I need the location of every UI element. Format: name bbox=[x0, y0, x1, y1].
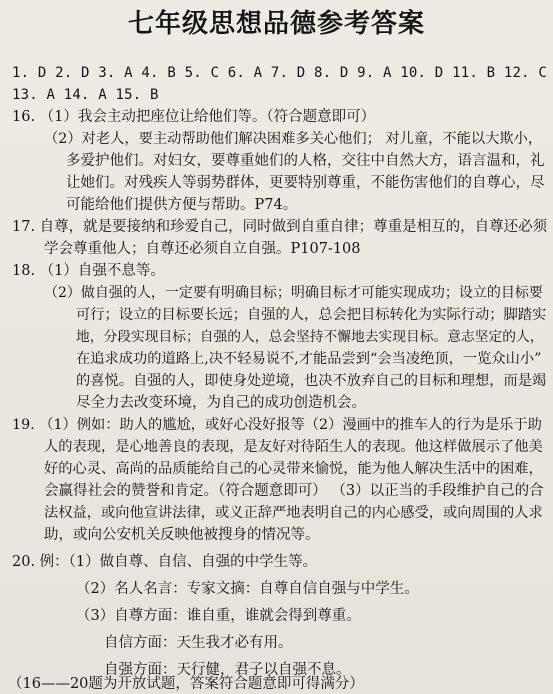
q19-line: 好的心灵、高尚的品质能给自己的心灵带来愉悦，能为他人解决生活中的困难， bbox=[44, 461, 543, 477]
q17-line: 17. 自尊，就是要接纳和珍爱自己，同时做到自重自律；尊重是相互的，自尊还必须 bbox=[12, 219, 548, 235]
q17-line: 学会尊重他人；自尊还必须自立自强。P107-108 bbox=[44, 241, 361, 257]
q19-line: 人的表现，是心地善良的表现，是友好对待陌生人的表现。他这样做展示了他美 bbox=[44, 439, 543, 455]
q20-self-confidence: 自信方面：天生我才必有用。 bbox=[104, 635, 293, 651]
q19-line: 会赢得社会的赞誉和肯定。（符合题意即可） （3）以正当的手段维护自己的合 bbox=[44, 483, 544, 499]
q20-part2: （2）名人名言：专家文摘：自尊自信自强与中学生。 bbox=[76, 581, 419, 597]
mc-answers-line-2: 13. A 14. A 15. B bbox=[12, 87, 159, 103]
q16-part2-line: 可能给他们提供方便与帮助。P74。 bbox=[66, 197, 298, 213]
q18-part2-line: 的喜悦。自强的人，即使身处逆境，也决不放弃自己的目标和理想，而是竭 bbox=[76, 373, 547, 389]
q16-part1: 16. （1）我会主动把座位让给他们等。（符合题意即可） bbox=[12, 109, 376, 125]
q20-part1: 20. 例：（1）做自尊、自信、自强的中学生等。 bbox=[12, 554, 318, 570]
q20-self-strength: 自强方面：天行健，君子以自强不息。 bbox=[104, 662, 351, 678]
q20-part3: （3）自尊方面：谁自重，谁就会得到尊重。 bbox=[76, 608, 361, 624]
mc-answers-line-1: 1. D 2. D 3. A 4. B 5. C 6. A 7. D 8. D 9. A 10. D 11. B 12. C bbox=[12, 65, 547, 81]
page-title: 七年级思想品德参考答案 bbox=[127, 9, 425, 39]
q18-part2-line: （2）做自强的人，一定要有明确目标；明确目标才可能实现成功；设立的目标要 bbox=[44, 285, 543, 301]
q19-line: 19. （1）例如：助人的尴尬，或好心没好报等（2）漫画中的推车人的行为是乐于助 bbox=[12, 417, 542, 433]
q18-part2-line: 可行；设立的目标要长远；自强的人，总会把目标转化为实际行动；脚踏实 bbox=[76, 307, 547, 323]
footer-note: （16——20题为开放试题，答案符合题意即可得满分） bbox=[8, 676, 364, 692]
q16-part2-line: 多爱护他们。对妇女，要尊重她们的人格，交往中自然大方，语言温和，礼 bbox=[66, 153, 545, 169]
q19-line: 法权益，或向他宣讲法律，或义正辞严地表明自己的内心感受，或向周围的人求 bbox=[44, 505, 543, 521]
q19-line: 助，或向公安机关反映他被搜身的情况等。 bbox=[44, 527, 320, 543]
q16-part2-line: （2）对老人，要主动帮助他们解决困难多关心他们； 对儿童，不能以大欺小， bbox=[44, 131, 543, 147]
q18-part1: 18. （1）自强不息等。 bbox=[12, 263, 165, 279]
q16-part2-line: 让她们。对残疾人等弱势群体，更要特别尊重，不能伤害他们的自尊心，尽 bbox=[66, 175, 545, 191]
q18-part2-line: 地，分段实现目标；自强的人，总会坚持不懈地去实现目标。意志坚定的人， bbox=[76, 329, 544, 345]
q18-part2-line: 尽全力去改变环境，为自己的成功创造机会。 bbox=[76, 395, 366, 411]
q18-part2-line: 在追求成功的道路上,决不轻易说不,才能品尝到“会当凌绝顶，一览众山小” bbox=[76, 351, 542, 367]
